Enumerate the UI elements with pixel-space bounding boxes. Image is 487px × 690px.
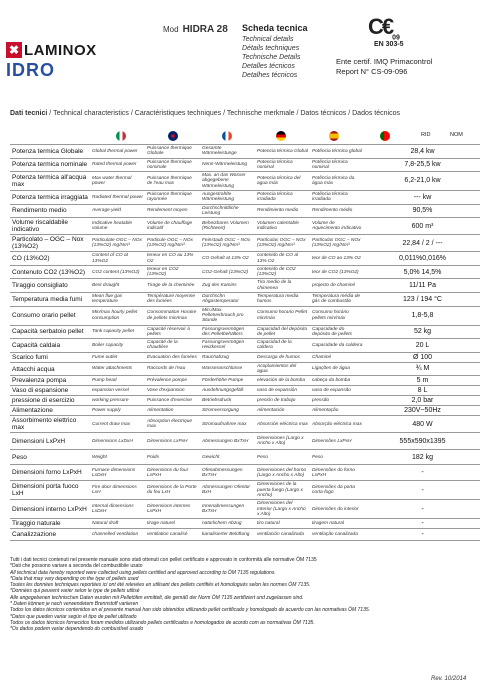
label-de: Min./Max. Pelletverbrauch pro Stunde	[200, 306, 255, 325]
table-row	[10, 145, 480, 159]
title-translation: Technical details	[242, 36, 294, 43]
title-translation: Detalles técnicos	[242, 63, 295, 70]
footnote-line: *Data that may vary depending on the type of pellets used	[10, 575, 139, 582]
label-fr: Absorption électrique max	[145, 416, 200, 433]
label-es: ventilación canalizada	[255, 529, 310, 541]
table-row	[10, 433, 480, 450]
column-header-nom: NOM	[450, 132, 463, 138]
value: 123 / 194 °C	[365, 293, 480, 307]
table-row	[10, 376, 480, 386]
footnote-line: * Daten können je nach verwendetem Brennstoff variieren	[10, 601, 139, 608]
label-en: Fume outlet	[90, 352, 145, 362]
value: 182 kg	[365, 450, 480, 465]
label-fr: Tirage de la cheminée	[145, 279, 200, 293]
revision-label: Rev. 10/2014	[431, 676, 467, 682]
label-en: Average yield	[90, 204, 145, 218]
label-de: Förderhöhe Pumpe	[200, 376, 255, 386]
label-it: Dimensioni porta fuoco LxH	[10, 481, 90, 500]
label-de: Rauchabzug	[200, 352, 255, 362]
label-it: Vaso di espansione	[10, 386, 90, 396]
model-label: Mod	[163, 25, 179, 34]
label-pt: Peso	[310, 450, 365, 465]
label-pt: Potência térmica da água máx	[310, 172, 365, 191]
label-es: Volumen calentable indicativo	[255, 218, 310, 235]
label-en: Water attachments	[90, 362, 145, 376]
label-pt: Dimensões LxPxH	[310, 433, 365, 450]
ce-standard: EN 303-5	[374, 41, 404, 49]
label-es: Capacidad de la caldera	[255, 339, 310, 353]
value: -	[365, 465, 480, 481]
label-pt: Capacidade da caldeira	[310, 339, 365, 353]
label-pt: Dimensões do forno LxPxH	[310, 465, 365, 481]
value: 28,4 kw	[365, 145, 480, 159]
value: -	[365, 529, 480, 541]
value: 555x590x1395	[365, 433, 480, 450]
table-row	[10, 481, 480, 500]
label-en: Tank capacity pellet	[90, 325, 145, 339]
title-translation: Détails techniques	[242, 45, 300, 52]
technical-data-table	[10, 144, 480, 541]
section-heading-rest: / Technical characteristics / Caractéristiques techniques / Technische merkmale / Datos técnicos / Dados técnicos	[47, 110, 400, 117]
value: 7,8-25,5 kw	[365, 158, 480, 172]
page-title: Scheda tecnica	[242, 23, 308, 33]
label-de: kanalisierter Belüftung	[200, 529, 255, 541]
label-de: Betriebsdruck	[200, 396, 255, 406]
footnote-line: Alle angegebenen technischen Daten wurden mit Pelletöfen ermittelt, die gemäß der Norm ÖM 7135 zertifiziert und zugelassen sind.	[10, 594, 304, 601]
spain-flag-icon	[329, 131, 339, 141]
table-row	[10, 519, 480, 529]
footnote-line: Todos los datos técnicos contenidos en el presente manual han sido obtenidos utilizando pellet certificado y homologado de acuerdo con las normativas ÖM 7135.	[10, 607, 371, 614]
label-fr: Dimensions du four LxPxH	[145, 465, 200, 481]
label-es: Consumo horario Pellet min/máx	[255, 306, 310, 325]
footnote-line: Tutti i dati tecnici contenuti nel presente manuale sono stati ottenuti con pellet certificato e approvato in conformità alle normative ÖM 7135	[10, 557, 317, 563]
label-it: Scarico fumi	[10, 352, 90, 362]
label-pt: Partículas OGC – NOx (13%O2) mg/Nm³	[310, 235, 365, 252]
label-de: Beheizbares Volumen (Richtwert)	[200, 218, 255, 235]
label-pt: tiragem natural	[310, 519, 365, 529]
table-row	[10, 500, 480, 519]
label-de: Max. an das Wasser abgegebene Wärmeleistung	[200, 172, 255, 191]
section-heading-bold: Dati tecnici	[10, 110, 48, 117]
label-it: Peso	[10, 450, 90, 465]
label-fr: Raccords de l'eau	[145, 362, 200, 376]
label-it: Alimentazione	[10, 406, 90, 416]
label-en: Power supply	[90, 406, 145, 416]
label-de: Ausgestrahlte Wärmeleistung	[200, 191, 255, 205]
label-pt: Potência térmica irradiada	[310, 191, 365, 205]
table-row	[10, 204, 480, 218]
table-row	[10, 416, 480, 433]
label-it: Capacità caldaia	[10, 339, 90, 353]
label-fr: Température moyenne des fumées	[145, 293, 200, 307]
label-de: Stromversorgung	[200, 406, 255, 416]
label-pt: Temperatura média de gás de combustão	[310, 293, 365, 307]
table-row	[10, 265, 480, 279]
value: 6,2-21,0 kw	[365, 172, 480, 191]
value: 480 W	[365, 416, 480, 433]
label-pt: ventilação canalizada	[310, 529, 365, 541]
label-en: working pressure	[90, 396, 145, 406]
label-fr: Dimensions internes LxPxH	[145, 500, 200, 519]
uk-flag-icon	[168, 131, 178, 141]
label-es: Tiro medio de la chimenea	[255, 279, 310, 293]
label-en: Fire door dimensions LxH	[90, 481, 145, 500]
label-en: channelled ventilation	[90, 529, 145, 541]
label-de: Ausdehnungsgefäß	[200, 386, 255, 396]
label-pt: Consumo horário pellets min/máx	[310, 306, 365, 325]
label-it: Dimensioni interno LxPxH	[10, 500, 90, 519]
france-flag-icon	[222, 131, 232, 141]
label-en: Max water thermal power	[90, 172, 145, 191]
cert-body: Ente certif. IMQ Primacontrol	[336, 57, 433, 66]
label-de: Innenabmessungen BxTxH	[200, 500, 255, 519]
column-header-rid: RID	[421, 132, 431, 138]
label-it: Tiraggio naturale	[10, 519, 90, 529]
label-pt: vaso de expansão	[310, 386, 365, 396]
label-it: Potenza termica nominale	[10, 158, 90, 172]
label-pt: teor de CO ao 13% O2	[310, 252, 365, 266]
label-en: Radiated thermal power	[90, 191, 145, 205]
value: ¾ M	[365, 362, 480, 376]
title-translation: Detalhes técnicos	[242, 72, 298, 79]
footnote-line: *Données qui peuvent varier selon le type de pellets utilisé	[10, 588, 140, 595]
label-es: Dimensiones del horno (Largo x Ancho x Alto)	[255, 465, 310, 481]
label-de: Fassungsvermögen des Pelletbehälters	[200, 325, 255, 339]
label-it: Contenuto CO2 (13%O2)	[10, 265, 90, 279]
value: 0,011%0,016%	[365, 252, 480, 266]
label-fr: tirage naturel	[145, 519, 200, 529]
value: 22,84 / 2 / ---	[365, 235, 480, 252]
table-row	[10, 352, 480, 362]
label-pt: Potência térmica global	[310, 145, 365, 159]
label-it: Assorbimento elettrico max	[10, 416, 90, 433]
label-it: Particolato – OGC – Nox (13%O2)	[10, 235, 90, 252]
label-it: Dimensioni LxPxH	[10, 433, 90, 450]
footnote-line: Toutes les données techniques reportées ici ont été relevées en utilisant des pellets certifiés et homologués selon les normes ÖM 7135.	[10, 582, 311, 589]
portugal-flag-icon	[380, 131, 390, 141]
label-pt: Dimensões do interior	[310, 500, 365, 519]
label-es: Rendimiento medio	[255, 204, 310, 218]
table-row	[10, 218, 480, 235]
value: 52 kg	[365, 325, 480, 339]
label-de: CO Gehalt at 13% O2	[200, 252, 255, 266]
label-es: contenido de CO2 (13%O2)	[255, 265, 310, 279]
logo-top-text: LAMINOX	[24, 41, 97, 59]
section-heading	[10, 110, 400, 117]
cert-report: Report N° CS-09-096	[336, 67, 408, 76]
label-it: pressione di esercizio	[10, 396, 90, 406]
label-it: Potenza termica all'acqua max	[10, 172, 90, 191]
label-fr: Puissance thermique rayonnée	[145, 191, 200, 205]
label-es: Temperatura media humos	[255, 293, 310, 307]
table-row	[10, 386, 480, 396]
label-de: Feinstaub OGC – NOx (13%O2) mg/Nm³	[200, 235, 255, 252]
table-row	[10, 465, 480, 481]
label-en: Furnace dimensions LxDxH	[90, 465, 145, 481]
label-en: Mean flue gas temperature	[90, 293, 145, 307]
label-de: Nenn-Wärmeleistung	[200, 158, 255, 172]
label-en: Rated thermal power	[90, 158, 145, 172]
label-es: presión de trabajo	[255, 396, 310, 406]
label-de: Wasseranschlüsse	[200, 362, 255, 376]
label-it: Potenza termica irraggiata	[10, 191, 90, 205]
value: 5 m	[365, 376, 480, 386]
label-fr: Particule OGC – NOx (13%O2) mg/Nm³	[145, 235, 200, 252]
label-en: Indicative heatable volume	[90, 218, 145, 235]
value: Ø 100	[365, 352, 480, 362]
label-fr: Poids	[145, 450, 200, 465]
label-pt: Alimentação	[310, 406, 365, 416]
footnote-line: *Os dados podem variar dependendo do combustível usado	[10, 626, 144, 633]
label-es: Descarga de humos	[255, 352, 310, 362]
table-row	[10, 325, 480, 339]
label-pt: pressão	[310, 396, 365, 406]
label-fr: Dimensions de la Porte du feu LxH	[145, 481, 200, 500]
label-es: Potencia térmica del agua máx	[255, 172, 310, 191]
value: -	[365, 500, 480, 519]
label-es: Dimensiones (Largo x Ancho x Alto)	[255, 433, 310, 450]
label-en: Internal dimensions LxDxH	[90, 500, 145, 519]
label-de: Durchschn Abgastemperatur	[200, 293, 255, 307]
label-es: Alimentación	[255, 406, 310, 416]
label-fr: Rendement moyen	[145, 204, 200, 218]
label-es: Acoplamientos del agua	[255, 362, 310, 376]
label-en: Boiler capacity	[90, 339, 145, 353]
label-es: Capacidad del depósito de pellet	[255, 325, 310, 339]
label-fr: Puissance thermique Globale	[145, 145, 200, 159]
footnote-line: All technical data hereby reported were collected using pellets certified and approved according to ÖM 7135 regulations.	[10, 569, 276, 576]
label-it: Capacità serbatoio pellet	[10, 325, 90, 339]
italy-flag-icon	[116, 131, 126, 141]
label-pt: Ligações de água	[310, 362, 365, 376]
label-pt: teor de CO2 (13%O2)	[310, 265, 365, 279]
ce-number: 09	[392, 34, 400, 42]
label-en: Best draught	[90, 279, 145, 293]
label-it: Temperatura media fumi	[10, 293, 90, 307]
table-row	[10, 191, 480, 205]
label-fr: Évacuation des fumées	[145, 352, 200, 362]
label-de: Durchschnittliche Leistung	[200, 204, 255, 218]
label-fr: Consommation Horaire de pellets min/max	[145, 306, 200, 325]
table-row	[10, 396, 480, 406]
label-es: Partículas OGC – NOx (13%O2) mg/Nm³	[255, 235, 310, 252]
label-es: Potencia térmica irradiada	[255, 191, 310, 205]
label-de: Gewicht	[200, 450, 255, 465]
footnotes	[10, 557, 480, 633]
table-row	[10, 252, 480, 266]
model-name: HIDRA 28	[182, 24, 228, 35]
table-row	[10, 362, 480, 376]
label-fr: Vase d'expansion	[145, 386, 200, 396]
label-de: Abmessungen Ofentür BxH	[200, 481, 255, 500]
label-en: Pump head	[90, 376, 145, 386]
value: 230V~50Hz	[365, 406, 480, 416]
label-fr: Alimentation	[145, 406, 200, 416]
label-es: Potencia térmica Global	[255, 145, 310, 159]
label-en: expansion vessel	[90, 386, 145, 396]
label-it: Potenza termica Globale	[10, 145, 90, 159]
value: 11/11 Pa	[365, 279, 480, 293]
label-it: Attacchi acqua	[10, 362, 90, 376]
language-flags	[0, 128, 487, 144]
label-pt: cabeça da bomba	[310, 376, 365, 386]
label-pt: Absorção eléctrica max	[310, 416, 365, 433]
footnote-line: *Datos que pueden variar según el tipo de pellet utilizado	[10, 613, 137, 620]
table-row	[10, 279, 480, 293]
laminox-logo	[6, 40, 130, 82]
label-en: Dimensions LxDxH	[90, 433, 145, 450]
label-it: Volume riscaldabile indicativo	[10, 218, 90, 235]
table-row	[10, 529, 480, 541]
label-es: Potencia térmica nominal	[255, 158, 310, 172]
label-es: Dimensiones de la puerta fuego (Largo x Ancho)	[255, 481, 310, 500]
table-row	[10, 158, 480, 172]
value: --- kw	[365, 191, 480, 205]
label-pt: Rendimento médio	[310, 204, 365, 218]
label-fr: Puissance thermique nominale	[145, 158, 200, 172]
label-fr: teneur en CO2 (13%O2)	[145, 265, 200, 279]
label-de: Stromaufnahme max	[200, 416, 255, 433]
footnote-line: Todos os dados técnicos fornecidos foram medidos utilizando pellets certificados e homologados de acordo com as normativas ÖM 7135.	[10, 619, 315, 626]
value: -	[365, 481, 480, 500]
label-en: Natural draft	[90, 519, 145, 529]
value: 8 L	[365, 386, 480, 396]
label-pt: Dimensões da porta corta-fogo	[310, 481, 365, 500]
label-it: Dimensioni forno LxPxH	[10, 465, 90, 481]
label-fr: Dimensions LxPxH	[145, 433, 200, 450]
model-line	[163, 24, 228, 35]
value: 20 L	[365, 339, 480, 353]
value: 2,0 bar	[365, 396, 480, 406]
label-es: Dimensiones del Interior (Largo x Ancho x Alto)	[255, 500, 310, 519]
table-row	[10, 406, 480, 416]
germany-flag-icon	[276, 131, 286, 141]
label-fr: Puissance d'exercise	[145, 396, 200, 406]
label-it: CO (13%O2)	[10, 252, 90, 266]
table-row	[10, 293, 480, 307]
label-de: Fassungsvermögen Heizkessel	[200, 339, 255, 353]
label-it: Consumo orario pellet	[10, 306, 90, 325]
label-en: Min/max hourly pellet consumption	[90, 306, 145, 325]
table-row	[10, 450, 480, 465]
label-fr: ventilation canalisé	[145, 529, 200, 541]
label-en: Content of CO at 13%O2	[90, 252, 145, 266]
label-de: Zug des Kamins	[200, 279, 255, 293]
label-fr: Volume de chauffage indicatif	[145, 218, 200, 235]
label-pt: Potência térmica nominal	[310, 158, 365, 172]
label-de: natürlichem Abzug	[200, 519, 255, 529]
ce-icon: C€	[368, 14, 393, 39]
label-en: Particulate OGC – NOx (13%O2) mg/Nm³	[90, 235, 145, 252]
label-de: Ofenabmessungen BxTxH	[200, 465, 255, 481]
label-fr: Prévalence pompe	[145, 376, 200, 386]
ce-mark	[368, 14, 458, 48]
table-row	[10, 172, 480, 191]
header	[0, 0, 487, 92]
logo-bottom-text: IDRO	[6, 60, 55, 80]
label-pt: Volume de Aquecimento indicativo	[310, 218, 365, 235]
label-pt: Chaminé	[310, 352, 365, 362]
footnote-line: *Dati che possono variare a seconda del combustibile usato	[10, 563, 143, 570]
title-translation: Technische Details	[242, 54, 301, 61]
label-fr: Puissance thermique de l'eau max	[145, 172, 200, 191]
label-de: CO2-Gehalt (13%O2)	[200, 265, 255, 279]
label-it: Rendimento medio	[10, 204, 90, 218]
value: 1,8-5,8	[365, 306, 480, 325]
label-it: Tiraggio consigliato	[10, 279, 90, 293]
value: 600 m³	[365, 218, 480, 235]
logo-mark-icon: ✖	[6, 42, 22, 58]
label-fr: Capacité de la chaudière	[145, 339, 200, 353]
value: 5,0% 14,5%	[365, 265, 480, 279]
value: 90,5%	[365, 204, 480, 218]
label-es: contenido de CO al 13% O2	[255, 252, 310, 266]
certification	[336, 57, 432, 77]
label-it: Canalizzazione	[10, 529, 90, 541]
label-en: CO2 content (13%O2)	[90, 265, 145, 279]
table-row	[10, 339, 480, 353]
label-en: Global thermal power	[90, 145, 145, 159]
label-pt: projecto de chaminé	[310, 279, 365, 293]
label-en: Current draw max	[90, 416, 145, 433]
value: -	[365, 519, 480, 529]
label-es: Peso	[255, 450, 310, 465]
label-fr: Capacité réservoir à pellets	[145, 325, 200, 339]
label-pt: Capacidade do depósito de pellets	[310, 325, 365, 339]
label-it: Prevalenza pompa	[10, 376, 90, 386]
label-es: Absorción eléctrica max	[255, 416, 310, 433]
label-es: tiro natural	[255, 519, 310, 529]
label-es: elevación de la bomba	[255, 376, 310, 386]
table-row	[10, 235, 480, 252]
table-row	[10, 306, 480, 325]
label-de: Abmessungen BxTxH	[200, 433, 255, 450]
label-fr: teneur en CO au 13% O2	[145, 252, 200, 266]
label-es: vaso de expansión	[255, 386, 310, 396]
label-de: Gesamte Wärmeleistunge	[200, 145, 255, 159]
label-en: Weight	[90, 450, 145, 465]
